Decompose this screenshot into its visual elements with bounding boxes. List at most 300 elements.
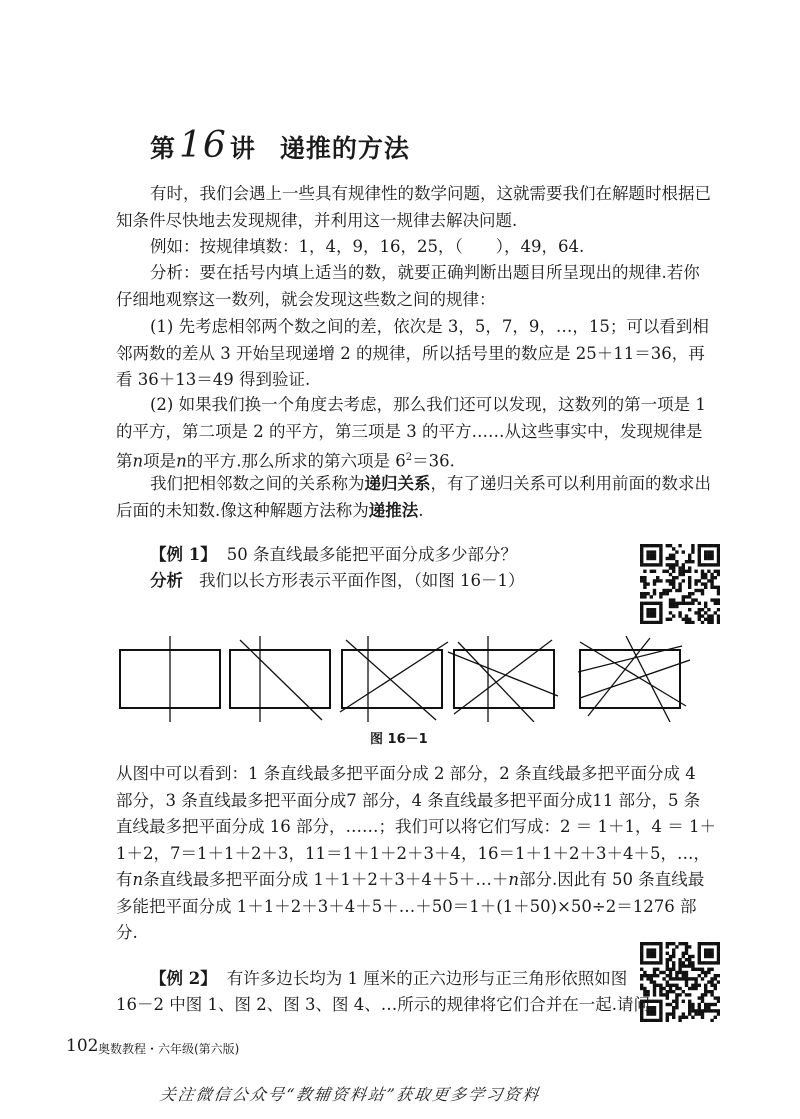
qr-module	[691, 598, 694, 601]
qr-module	[640, 576, 643, 579]
qr-module	[704, 618, 707, 621]
example-2-line-2: 16－2 中图 1、图 2、图 3、图 4、…所示的规律将它们合并在一起.请问	[116, 995, 650, 1014]
qr-module	[698, 602, 701, 605]
qr-module	[669, 971, 672, 974]
qr-module	[688, 964, 691, 967]
qr-module	[710, 544, 713, 547]
qr-module	[707, 618, 710, 621]
qr-module	[675, 945, 678, 948]
qr-module	[707, 942, 710, 945]
qr-module	[653, 592, 656, 595]
qr-module	[707, 952, 710, 955]
qr-module	[650, 974, 653, 977]
qr-module	[672, 1012, 675, 1015]
qr-module	[685, 942, 688, 945]
qr-module	[653, 570, 656, 573]
qr-module	[659, 605, 662, 608]
qr-module	[691, 1016, 694, 1019]
qr-module	[710, 1003, 713, 1006]
qr-module	[672, 557, 675, 560]
qr-module	[659, 579, 662, 582]
qr-module	[688, 1000, 691, 1003]
qr-module	[640, 942, 643, 945]
qr-module	[701, 942, 704, 945]
qr-module	[691, 1009, 694, 1012]
qr-module	[691, 984, 694, 987]
qr-module	[710, 968, 713, 971]
qr-code-2	[640, 942, 720, 1022]
qr-module	[646, 1019, 649, 1022]
qr-module	[656, 602, 659, 605]
qr-module	[688, 586, 691, 589]
qr-module	[653, 563, 656, 566]
qr-module	[701, 1009, 704, 1012]
qr-module	[650, 1012, 653, 1015]
qr-module	[666, 1003, 669, 1006]
qr-module	[659, 547, 662, 550]
qr-module	[704, 990, 707, 993]
qr-module	[675, 576, 678, 579]
qr-module	[650, 611, 653, 614]
term-recursion-method: 递推法	[368, 500, 419, 520]
qr-module	[678, 1019, 681, 1022]
qr-module	[659, 945, 662, 948]
qr-module	[672, 570, 675, 573]
qr-module	[650, 563, 653, 566]
qr-module	[643, 582, 646, 585]
qr-module	[662, 987, 665, 990]
qr-module	[669, 974, 672, 977]
qr-module	[682, 977, 685, 980]
qr-module	[717, 570, 720, 573]
qr-module	[666, 563, 669, 566]
qr-module	[710, 576, 713, 579]
qr-module	[707, 968, 710, 971]
chapter-title	[150, 125, 410, 166]
qr-module	[675, 560, 678, 563]
qr-module	[646, 608, 649, 611]
qr-module	[694, 1009, 697, 1012]
book-title: 奥数教程・六年级(第六版)	[98, 1042, 240, 1056]
qr-module	[640, 602, 643, 605]
qr-module	[701, 993, 704, 996]
qr-module	[704, 563, 707, 566]
qr-module	[675, 971, 678, 974]
qr-module	[694, 980, 697, 983]
qr-module	[640, 547, 643, 550]
qr-module	[714, 996, 717, 999]
qr-module	[678, 977, 681, 980]
qr-module	[650, 554, 653, 557]
qr-module	[669, 582, 672, 585]
qr-module	[656, 1000, 659, 1003]
qr-module	[672, 1009, 675, 1012]
qr-module	[698, 968, 701, 971]
qr-module	[682, 563, 685, 566]
qr-module	[710, 955, 713, 958]
qr-module	[659, 554, 662, 557]
qr-module	[640, 579, 643, 582]
figure-caption: 图 16－1	[370, 732, 428, 747]
qr-module	[669, 579, 672, 582]
qr-module	[659, 948, 662, 951]
qr-module	[669, 987, 672, 990]
qr-module	[707, 554, 710, 557]
qr-module	[694, 984, 697, 987]
qr-module	[646, 952, 649, 955]
example-1-analysis: 分析 我们以长方形表示平面作图，（如图 16－1）	[150, 571, 525, 590]
qr-module	[646, 948, 649, 951]
qr-module	[669, 990, 672, 993]
intro-paragraph-2: 例如：按规律填数：1，4，9，16，25，（ ），49，64.	[150, 237, 585, 256]
qr-module	[650, 1019, 653, 1022]
qr-module	[653, 589, 656, 592]
qr-module	[694, 589, 697, 592]
qr-module	[646, 955, 649, 958]
qr-module	[646, 961, 649, 964]
qr-module	[666, 592, 669, 595]
qr-module	[646, 557, 649, 560]
qr-module	[698, 1003, 701, 1006]
qr-module	[659, 602, 662, 605]
qr-module	[685, 958, 688, 961]
qr-module	[650, 977, 653, 980]
qr-module	[646, 592, 649, 595]
qr-module	[691, 592, 694, 595]
qr-module	[672, 968, 675, 971]
qr-module	[643, 621, 646, 624]
qr-module	[659, 595, 662, 598]
qr-module	[704, 576, 707, 579]
qr-module	[704, 611, 707, 614]
qr-module	[714, 977, 717, 980]
qr-module	[704, 586, 707, 589]
qr-module	[710, 952, 713, 955]
qr-module	[710, 586, 713, 589]
qr-module	[678, 582, 681, 585]
qr-module	[669, 958, 672, 961]
qr-module	[701, 1016, 704, 1019]
qr-module	[678, 544, 681, 547]
qr-module	[672, 990, 675, 993]
figure-line	[626, 636, 670, 722]
qr-module	[675, 1006, 678, 1009]
qr-module	[717, 958, 720, 961]
qr-module	[688, 592, 691, 595]
qr-module	[688, 945, 691, 948]
qr-module	[672, 942, 675, 945]
qr-module	[650, 952, 653, 955]
qr-module	[659, 611, 662, 614]
qr-module	[653, 611, 656, 614]
qr-module	[646, 621, 649, 624]
qr-module	[707, 614, 710, 617]
qr-module	[640, 563, 643, 566]
qr-module	[682, 618, 685, 621]
qr-module	[707, 550, 710, 553]
qr-module	[688, 570, 691, 573]
qr-module	[717, 550, 720, 553]
qr-module	[662, 971, 665, 974]
page-number: 102	[66, 1036, 99, 1056]
qr-module	[682, 602, 685, 605]
term-recursive-relation: 递归关系	[364, 474, 431, 493]
qr-module	[675, 602, 678, 605]
qr-module	[714, 586, 717, 589]
qr-module	[707, 948, 710, 951]
qr-module	[682, 573, 685, 576]
qr-module	[646, 563, 649, 566]
qr-module	[678, 1016, 681, 1019]
qr-module	[672, 554, 675, 557]
qr-module	[643, 987, 646, 990]
qr-module	[704, 971, 707, 974]
qr-module	[653, 608, 656, 611]
qr-module	[666, 942, 669, 945]
qr-module	[707, 961, 710, 964]
qr-module	[669, 955, 672, 958]
qr-module	[656, 942, 659, 945]
qr-module	[646, 550, 649, 553]
qr-module	[640, 984, 643, 987]
qr-module	[710, 977, 713, 980]
qr-module	[698, 948, 701, 951]
qr-module	[653, 614, 656, 617]
qr-module	[672, 602, 675, 605]
qr-module	[672, 586, 675, 589]
qr-module	[694, 987, 697, 990]
qr-module	[653, 980, 656, 983]
qr-module	[659, 993, 662, 996]
qr-module	[653, 582, 656, 585]
qr-module	[710, 618, 713, 621]
qr-module	[640, 605, 643, 608]
qr-module	[662, 993, 665, 996]
qr-module	[666, 618, 669, 621]
qr-module	[717, 948, 720, 951]
qr-module	[717, 560, 720, 563]
qr-module	[698, 618, 701, 621]
qr-module	[701, 971, 704, 974]
figure-line	[580, 642, 686, 706]
qr-module	[666, 984, 669, 987]
qr-module	[694, 582, 697, 585]
qr-module	[666, 961, 669, 964]
qr-module	[672, 563, 675, 566]
qr-module	[688, 1006, 691, 1009]
qr-module	[710, 621, 713, 624]
qr-module	[646, 977, 649, 980]
qr-module	[656, 961, 659, 964]
qr-module	[698, 958, 701, 961]
qr-module	[678, 971, 681, 974]
qr-module	[717, 942, 720, 945]
qr-module	[688, 602, 691, 605]
qr-module	[685, 977, 688, 980]
qr-module	[662, 977, 665, 980]
qr-module	[704, 602, 707, 605]
qr-module	[653, 550, 656, 553]
qr-module	[710, 582, 713, 585]
qr-module	[704, 993, 707, 996]
qr-module	[669, 618, 672, 621]
qr-module	[666, 996, 669, 999]
qr-module	[643, 576, 646, 579]
qr-module	[653, 974, 656, 977]
qr-module	[707, 563, 710, 566]
qr-module	[650, 544, 653, 547]
qr-module	[691, 547, 694, 550]
qr-module	[643, 592, 646, 595]
qr-module	[717, 608, 720, 611]
qr-module	[698, 547, 701, 550]
qr-module	[682, 971, 685, 974]
qr-module	[717, 544, 720, 547]
qr-module	[650, 948, 653, 951]
qr-module	[710, 579, 713, 582]
qr-module	[650, 595, 653, 598]
qr-module	[691, 602, 694, 605]
qr-module	[685, 993, 688, 996]
qr-module	[710, 557, 713, 560]
qr-module	[688, 987, 691, 990]
qr-module	[669, 557, 672, 560]
qr-module	[714, 1016, 717, 1019]
qr-module	[678, 611, 681, 614]
qr-module	[666, 570, 669, 573]
qr-module	[666, 993, 669, 996]
qr-module	[672, 1006, 675, 1009]
qr-module	[717, 996, 720, 999]
figure-line	[454, 640, 552, 714]
title-prefix: 第	[150, 134, 177, 163]
qr-code-1	[640, 544, 720, 624]
qr-module	[717, 573, 720, 576]
qr-module	[675, 1000, 678, 1003]
qr-module	[646, 611, 649, 614]
qr-module	[698, 563, 701, 566]
qr-module	[653, 961, 656, 964]
qr-module	[688, 608, 691, 611]
qr-module	[707, 955, 710, 958]
qr-module	[688, 621, 691, 624]
qr-module	[653, 554, 656, 557]
qr-module	[710, 984, 713, 987]
watermark-text: 关注微信公众号“教辅资料站”获取更多学习资料	[158, 1085, 542, 1104]
qr-module	[688, 557, 691, 560]
qr-module	[669, 589, 672, 592]
qr-module	[672, 598, 675, 601]
qr-module	[643, 961, 646, 964]
qr-module	[653, 621, 656, 624]
qr-module	[704, 952, 707, 955]
qr-module	[710, 563, 713, 566]
qr-module	[659, 984, 662, 987]
qr-module	[650, 1006, 653, 1009]
qr-module	[698, 945, 701, 948]
qr-module	[701, 576, 704, 579]
qr-module	[698, 560, 701, 563]
qr-module	[640, 955, 643, 958]
qr-module	[672, 547, 675, 550]
qr-module	[717, 1012, 720, 1015]
qr-module	[659, 1000, 662, 1003]
qr-module	[710, 550, 713, 553]
qr-module	[659, 544, 662, 547]
qr-module	[678, 942, 681, 945]
qr-module	[688, 1012, 691, 1015]
qr-module	[640, 592, 643, 595]
qr-module	[698, 550, 701, 553]
qr-module	[682, 1012, 685, 1015]
qr-module	[698, 589, 701, 592]
qr-module	[659, 563, 662, 566]
qr-module	[714, 942, 717, 945]
qr-module	[675, 605, 678, 608]
qr-module	[694, 598, 697, 601]
qr-module	[653, 993, 656, 996]
qr-module	[672, 579, 675, 582]
qr-module	[685, 560, 688, 563]
qr-module	[678, 987, 681, 990]
qr-module	[640, 554, 643, 557]
qr-module	[666, 968, 669, 971]
qr-module	[675, 589, 678, 592]
qr-module	[640, 987, 643, 990]
qr-module	[669, 544, 672, 547]
qr-module	[685, 948, 688, 951]
qr-module	[717, 614, 720, 617]
qr-module	[666, 964, 669, 967]
qr-module	[717, 547, 720, 550]
qr-module	[640, 945, 643, 948]
qr-module	[707, 621, 710, 624]
qr-module	[707, 570, 710, 573]
qr-module	[678, 570, 681, 573]
qr-module	[704, 987, 707, 990]
qr-module	[717, 952, 720, 955]
qr-module	[714, 598, 717, 601]
qr-module	[707, 971, 710, 974]
qr-module	[714, 987, 717, 990]
qr-module	[640, 614, 643, 617]
qr-module	[650, 955, 653, 958]
qr-module	[685, 984, 688, 987]
qr-module	[710, 1019, 713, 1022]
qr-module	[666, 952, 669, 955]
qr-module	[640, 560, 643, 563]
qr-module	[685, 971, 688, 974]
qr-module	[714, 544, 717, 547]
qr-module	[672, 605, 675, 608]
qr-module	[678, 566, 681, 569]
qr-module	[688, 958, 691, 961]
qr-module	[672, 977, 675, 980]
qr-module	[659, 971, 662, 974]
qr-module	[640, 958, 643, 961]
qr-module	[678, 958, 681, 961]
qr-module	[675, 977, 678, 980]
qr-module	[666, 557, 669, 560]
qr-module	[669, 1012, 672, 1015]
qr-module	[653, 968, 656, 971]
qr-module	[659, 990, 662, 993]
qr-module	[688, 579, 691, 582]
qr-module	[682, 964, 685, 967]
qr-module	[656, 579, 659, 582]
qr-module	[659, 550, 662, 553]
qr-module	[672, 614, 675, 617]
